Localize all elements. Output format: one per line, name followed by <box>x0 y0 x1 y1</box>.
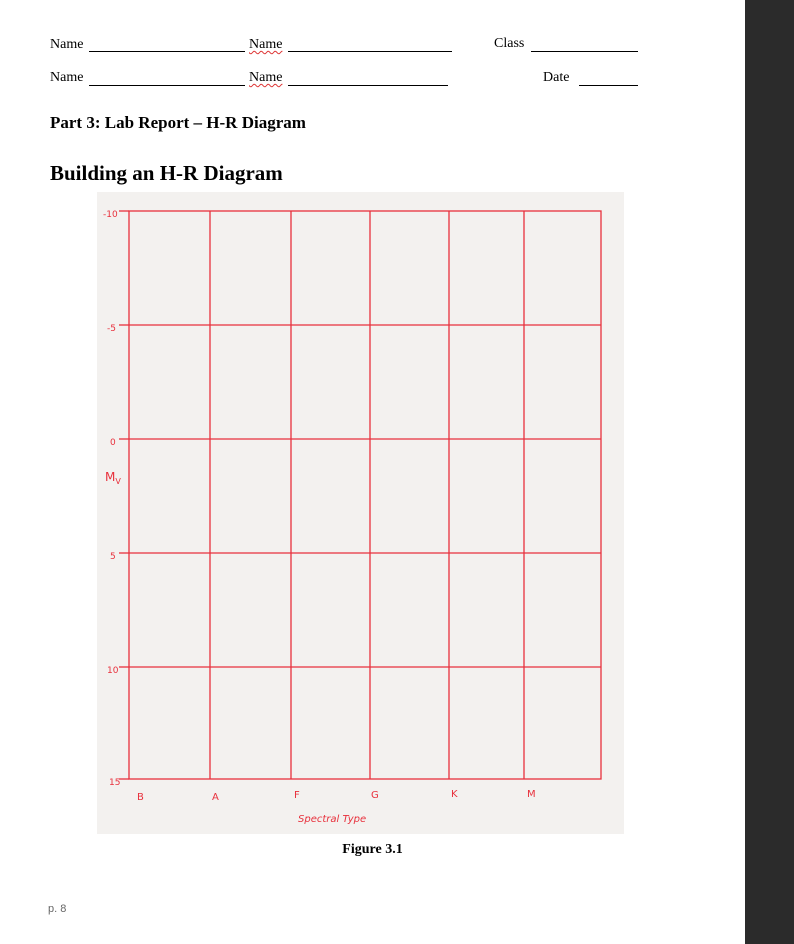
x-tick-label: M <box>527 789 536 800</box>
y-tick-label: -5 <box>107 324 116 334</box>
grid-border <box>129 211 601 779</box>
grid-lines <box>119 211 601 779</box>
name-label-1: Name <box>50 37 84 52</box>
name-field-4[interactable] <box>288 85 448 86</box>
name-field-2[interactable] <box>288 51 452 52</box>
y-tick-label: -10 <box>103 210 118 220</box>
part-title: Part 3: Lab Report – H-R Diagram <box>50 113 306 132</box>
y-tick-label: 0 <box>110 438 116 448</box>
viewer-dark-sidebar <box>745 0 794 944</box>
y-tick-label: 10 <box>107 666 119 676</box>
class-field[interactable] <box>531 51 638 52</box>
y-tick-label: 15 <box>109 778 121 788</box>
section-title: Building an H-R Diagram <box>50 161 283 185</box>
date-label: Date <box>543 70 570 85</box>
date-field[interactable] <box>579 85 638 86</box>
x-tick-label: G <box>371 790 379 801</box>
name-label-4: Name <box>249 70 283 85</box>
hr-diagram-grid <box>97 192 624 834</box>
x-tick-label: K <box>451 789 458 800</box>
name-label-2: Name <box>249 37 283 52</box>
y-tick-label: 5 <box>110 552 116 562</box>
class-label: Class <box>494 36 525 51</box>
hr-diagram-figure <box>97 192 624 834</box>
y-axis-label: $M_V$ <box>105 470 121 486</box>
x-tick-label: F <box>294 790 300 801</box>
x-tick-label: A <box>212 792 219 803</box>
x-tick-label: B <box>137 792 144 803</box>
name-label-3: Name <box>50 70 84 85</box>
figure-caption: Figure 3.1 <box>342 842 403 857</box>
x-axis-label: Spectral Type <box>298 814 367 825</box>
name-field-3[interactable] <box>89 85 245 86</box>
name-field-1[interactable] <box>89 51 245 52</box>
page-number: p. 8 <box>48 903 67 915</box>
